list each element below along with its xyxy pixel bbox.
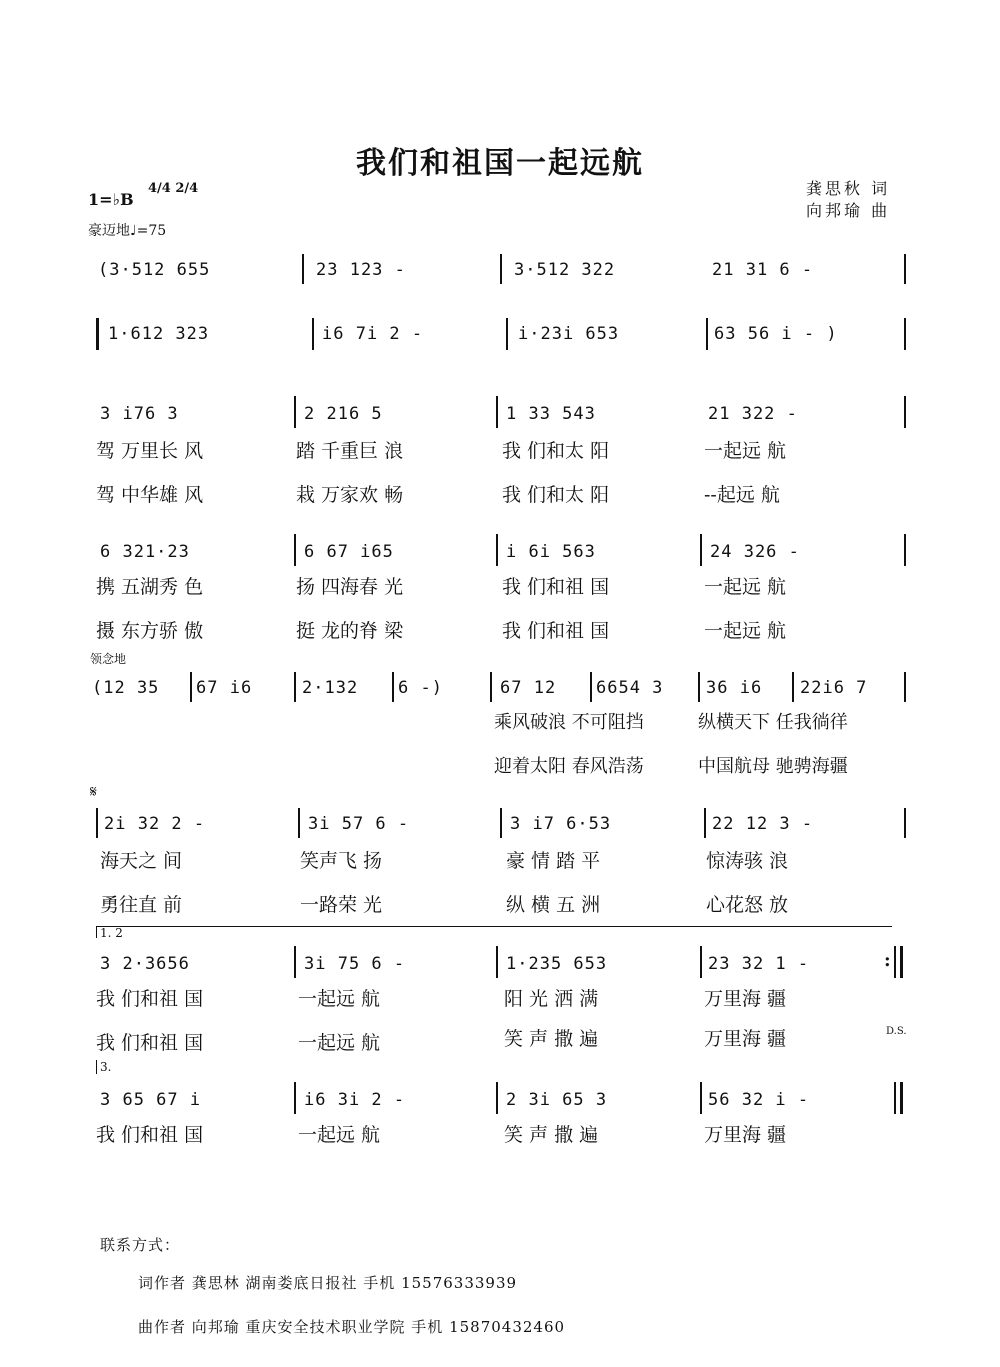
lyric-verse-1: 扬 四海春 光 xyxy=(296,576,404,598)
measure: 2 216 5 xyxy=(304,404,383,424)
lyric-verse-2: 驾 中华雄 风 xyxy=(96,484,204,506)
lyric-verse-1: 一起远 航 xyxy=(704,576,787,598)
measure: 2i 32 2 - xyxy=(104,814,206,834)
measure: 1 33 543 xyxy=(506,404,596,424)
barline xyxy=(190,672,192,702)
key-signature: 1=♭B xyxy=(88,190,134,209)
lyric-verse-1: 一起远 航 xyxy=(298,988,381,1010)
barline xyxy=(496,1082,498,1114)
measure: 21 31 6 - xyxy=(712,260,814,280)
measure: 6 321·23 xyxy=(100,542,190,562)
barline xyxy=(302,254,304,284)
measure: 1·235 653 xyxy=(506,954,608,974)
time-signature xyxy=(148,182,198,196)
barline xyxy=(904,254,906,284)
barline xyxy=(894,1082,896,1114)
segno-icon: 𝄋 xyxy=(90,782,97,801)
measure: 6 67 i65 xyxy=(304,542,394,562)
barline xyxy=(894,946,896,978)
measure: 23 32 1 - xyxy=(708,954,810,974)
lyric-verse-1: 一起远 航 xyxy=(704,440,787,462)
volta-bracket-edge xyxy=(96,926,97,938)
measure: i 6i 563 xyxy=(506,542,596,562)
lyricist-credit: 龚思秋 词 xyxy=(806,179,891,198)
measure: 63 56 i - ) xyxy=(714,324,838,344)
barline xyxy=(792,672,794,702)
barline xyxy=(96,808,98,838)
lyric-verse-2: 挺 龙的脊 梁 xyxy=(296,620,404,642)
lyric-verse-2: 栽 万家欢 畅 xyxy=(296,484,404,506)
barline xyxy=(904,808,906,838)
barline xyxy=(496,396,498,428)
measure: 67 i6 xyxy=(196,678,253,698)
measure: 3i 57 6 - xyxy=(308,814,410,834)
time-signature-text: 4/4 2/4 xyxy=(148,181,199,196)
lyric-verse-1: 携 五湖秀 色 xyxy=(96,576,204,598)
barline xyxy=(700,946,702,978)
volta-bracket-edge xyxy=(96,1060,97,1074)
lyric-verse-2: 万里海 疆 xyxy=(704,1028,787,1050)
composer-contact: 曲作者 向邦瑜 重庆安全技术职业学院 手机 15870432460 xyxy=(138,1318,566,1336)
barline xyxy=(500,808,502,838)
lyric-verse-2: 一路荣 光 xyxy=(300,894,383,916)
barline xyxy=(490,672,492,702)
barline xyxy=(698,672,700,702)
measure: 6654 3 xyxy=(596,678,664,698)
measure: i·23i 653 xyxy=(518,324,620,344)
lyric-verse-1: 笑声飞 扬 xyxy=(300,850,383,872)
measure: 56 32 i - xyxy=(708,1090,810,1110)
lyric-verse-2: 我 们和祖 国 xyxy=(96,1032,204,1054)
lyric-verse-1: 纵横天下 任我徜徉 xyxy=(698,712,848,733)
lyric-verse-2: 摄 东方骄 傲 xyxy=(96,620,204,642)
lyric-verse-1: 万里海 疆 xyxy=(704,1124,787,1146)
lyric-verse-2: 一起远 航 xyxy=(298,1032,381,1054)
measure: i6 3i 2 - xyxy=(304,1090,406,1110)
barline xyxy=(298,808,300,838)
measure: 2 3i 65 3 xyxy=(506,1090,608,1110)
barline xyxy=(496,534,498,566)
measure: 3·512 322 xyxy=(514,260,616,280)
barline xyxy=(704,808,706,838)
barline xyxy=(706,318,708,350)
lyric-verse-2: 迎着太阳 春风浩荡 xyxy=(494,756,644,777)
barline xyxy=(294,672,296,702)
measure: 36 i6 xyxy=(706,678,763,698)
lyric-verse-2: 中国航母 驰骋海疆 xyxy=(698,756,848,777)
lyric-verse-1: 海天之 间 xyxy=(100,850,183,872)
lyric-verse-1: 我 们和太 阳 xyxy=(502,440,610,462)
barline xyxy=(312,318,314,350)
measure: 22i6 7 xyxy=(800,678,868,698)
ds-mark: D.S. xyxy=(886,1026,907,1037)
measure: 2·132 xyxy=(302,678,359,698)
lyric-verse-1: 惊涛骇 浪 xyxy=(706,850,789,872)
repeat-barline xyxy=(96,318,99,350)
repeat-barline xyxy=(900,946,903,978)
lyric-verse-1: 我 们和祖 国 xyxy=(96,1124,204,1146)
lyric-verse-2: 一起远 航 xyxy=(704,620,787,642)
measure: 3i 75 6 - xyxy=(304,954,406,974)
barline xyxy=(904,672,906,702)
lyric-verse-2: 我 们和太 阳 xyxy=(502,484,610,506)
barline xyxy=(294,1082,296,1114)
measure: 3 i7 6·53 xyxy=(510,814,612,834)
lyric-verse-2: 勇往直 前 xyxy=(100,894,183,916)
barline xyxy=(904,534,906,566)
measure: 24 326 - xyxy=(710,542,800,562)
lyric-verse-1: 笑 声 撒 遍 xyxy=(504,1124,599,1146)
barline xyxy=(294,946,296,978)
lyric-verse-2: 纵 横 五 洲 xyxy=(506,894,601,916)
measure: i6 7i 2 - xyxy=(322,324,424,344)
song-title: 我们和祖国一起远航 xyxy=(356,146,644,181)
lyric-verse-1: 万里海 疆 xyxy=(704,988,787,1010)
volta-bracket xyxy=(96,926,892,927)
lyric-verse-1: 乘风破浪 不可阻挡 xyxy=(494,712,644,733)
measure: 6 -) xyxy=(398,678,443,698)
lyricist-contact: 词作者 龚思林 湖南娄底日报社 手机 15576333939 xyxy=(138,1274,518,1292)
lyric-verse-1: 驾 万里长 风 xyxy=(96,440,204,462)
measure: 1·612 323 xyxy=(108,324,210,344)
barline xyxy=(700,1082,702,1114)
barline xyxy=(294,396,296,428)
final-barline xyxy=(900,1082,903,1114)
measure: 21 322 - xyxy=(708,404,798,424)
measure: 3 65 67 i xyxy=(100,1090,202,1110)
measure: 3 2·3656 xyxy=(100,954,190,974)
volta-label: 1. 2 xyxy=(100,926,123,940)
measure: 22 12 3 - xyxy=(712,814,814,834)
interlude-mark: 领念地 xyxy=(90,652,127,666)
volta-label: 3. xyxy=(100,1060,112,1074)
lyric-verse-2: 心花怒 放 xyxy=(706,894,789,916)
measure: 67 12 xyxy=(500,678,557,698)
barline xyxy=(904,396,906,428)
measure: 23 123 - xyxy=(316,260,406,280)
barline xyxy=(500,254,502,284)
barline xyxy=(590,672,592,702)
barline xyxy=(700,534,702,566)
lyric-verse-2: --起远 航 xyxy=(704,484,780,506)
lyric-verse-1: 豪 情 踏 平 xyxy=(506,850,601,872)
measure: (3·512 655 xyxy=(98,260,211,280)
barline xyxy=(392,672,394,702)
measure: (12 35 xyxy=(92,678,160,698)
lyric-verse-1: 我 们和祖 国 xyxy=(96,988,204,1010)
contact-heading: 联系方式： xyxy=(100,1236,181,1254)
composer-credit: 向邦瑜 曲 xyxy=(806,201,891,220)
barline xyxy=(904,318,906,350)
lyric-verse-2: 笑 声 撒 遍 xyxy=(504,1028,599,1050)
tempo-mark: 豪迈地♩=75 xyxy=(88,223,167,239)
barline xyxy=(506,318,508,350)
lyric-verse-1: 阳 光 洒 满 xyxy=(504,988,599,1010)
lyric-verse-2: 我 们和祖 国 xyxy=(502,620,610,642)
lyric-verse-1: 一起远 航 xyxy=(298,1124,381,1146)
lyric-verse-1: 踏 千重巨 浪 xyxy=(296,440,404,462)
lyric-verse-1: 我 们和祖 国 xyxy=(502,576,610,598)
repeat-end-dots: : xyxy=(884,950,891,971)
barline xyxy=(496,946,498,978)
barline xyxy=(294,534,296,566)
measure: 3 i76 3 xyxy=(100,404,179,424)
